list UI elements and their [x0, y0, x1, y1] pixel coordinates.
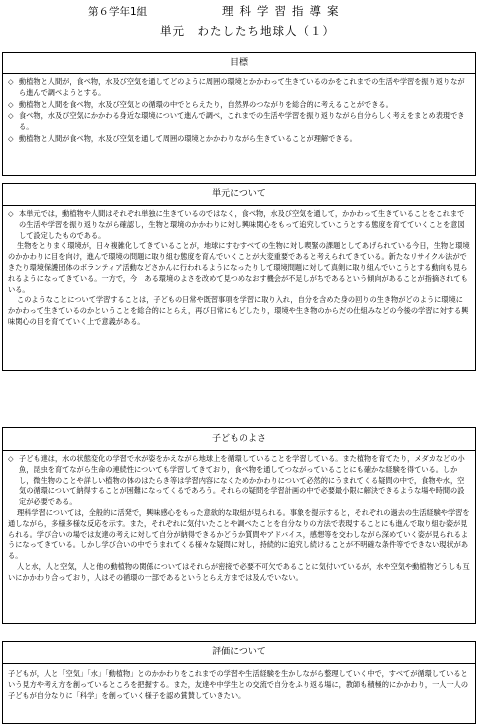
unit-title: 単元 わたしたち地球人（１）: [160, 24, 335, 38]
document-header: [0, 0, 478, 46]
goal-item: ◇ 動植物と人間を食べ物，水及び空気との循環の中でとらえたり，自然界のつながりを総合的に考えることができる。: [8, 99, 393, 109]
goal-item: ◇ 動植物と人間が，食べ物，水及び空気を通してどのように周囲の環境とかかわって生きているのかをこれまでの生活や学習を振り返りながら進んで調べようとする。: [8, 77, 465, 97]
goal-item: ◇ 食べ物，水及び空気にかかわる身近な環境について進んで調べ，これまでの生活や学習を振り返りながら自分らしく考えをまとめ表現できる。: [8, 111, 465, 132]
diamond-bullet-icon: ◇: [8, 133, 14, 143]
evaluation-heading: 評価について: [212, 647, 266, 657]
unit-about-body: [8, 209, 470, 328]
children-section: [2, 427, 476, 624]
diamond-bullet-icon: ◇: [8, 454, 14, 463]
diamond-bullet-icon: ◇: [8, 77, 14, 86]
evaluation-section: [2, 641, 476, 724]
goals-list: [8, 77, 470, 146]
unit-about-paragraph: 生物をとりまく環境が，日々複雑化してきていることが，地球にすむすべての生物に対し喫緊の課題としてあげられている今日，生物と環境のかかわりに目を向け，進んで環境の問題に取り組む態度を育んでいくことが大変重要であると考えられてきている。新たなリサイクル法ができたり環境保護団体のボランティア活動などさかんに行われるようになったりして環境問題に対して真剣に取り組んでいこうとする動向も見られるようになってきている。一方で，今 ある環境のよさを改めて見つめなおす機会が不足しがちであるという傾向があることが指摘されてもいる。: [8, 241, 470, 294]
children-divider: [3, 450, 475, 451]
document-title: 理科学習指導案: [222, 4, 345, 18]
evaluation-divider: [3, 663, 475, 664]
children-paragraph: ◇ 子ども達は，水の状態変化の学習で水が姿をかえながら地球上を循環していることを学習している。また植物を育てたり，メダカなどの小魚，昆虫を育てながら生命の連続性についても学習してきており，食べ物を通してつながっていることにも確かな経験を得ている。しかし，微生物のことや詳しい植物の体のはたらき等は学習内容になくためかかわりについて必然的にうまれてくる疑問の中で，食物や水，空気の循環について納得することが困難になってくるであろう。それらの疑問を学習計画の中で必要最小限に解決できるような場や時間の設定が必要である。: [8, 454, 465, 507]
children-paragraph: 理科学習については，全般的に活発で，興味感心をもった意欲的な取組が見られる。事象を提示すると，それぞれの過去の生活経験や学習を通しながら，多様多様な反応を示す。また，それぞれに気付いたことや調べたことを自分なりの方法で表現することにも進んで取り組む姿が見られる。学び合いの場では友達の考えに対して自分が納得できるかどうか質問やアドバイス，感想等を交わしながら深めていく姿が見られるようになってきている。しかし学び合いの中でうまれてくる様々な疑問に対し，持続的に追究し続けることが不明確な条件等でできない現状がある。: [8, 507, 470, 561]
goals-heading: 目標: [229, 58, 248, 68]
goal-item: ◇ 動植物と人間が食べ物，水及び空気を通して周囲の環境とかかわりながら生きていることが理解できる。: [8, 133, 357, 143]
evaluation-paragraph: 子どもが，人と「空気」「水」「動植物」とのかかわりをこれまでの学習や生活経験を生かしながら整理していく中で，すべてが循環しているという見方や考え方を創っているところを把握する。また，友達や中学生との交流で自分をふり返る場に，教師も積極的にかかわり，一人一人の子どもが自分なりに「科学」を創っていく様子を認め賞賛していきたい。: [8, 669, 469, 700]
class-grade: 第６学年1組: [88, 6, 148, 18]
goals-divider: [3, 73, 475, 74]
evaluation-body: [8, 669, 470, 701]
unit-about-heading: 単元について: [212, 189, 266, 199]
unit-about-divider: [3, 205, 475, 206]
children-paragraph: 人と水，人と空気，人と他の動植物の関係についてはそれらが密接で必要不可欠であることに気付いているが，水や空気や動植物どうしも互いにかかわり合っており，人はその循環の一部であるというとらえ方までは及んでいない。: [8, 561, 470, 582]
diamond-bullet-icon: ◇: [8, 209, 14, 218]
goals-section: [2, 52, 476, 176]
diamond-bullet-icon: ◇: [8, 111, 14, 121]
children-body: [8, 454, 470, 584]
children-heading: 子どものよさ: [211, 434, 266, 444]
unit-about-paragraph: ◇ 本単元では，動植物や人間はそれぞれ単独に生きているのではなく，食べ物，水及び空気を通して，かかわって生きていることをこれまでの生活や学習を振り返りながら確認し，生物と環境のかかわりに対し興味関心をもって追究していこうとする態度を育てていくことを意図して設定したものである。: [8, 209, 465, 240]
diamond-bullet-icon: ◇: [8, 99, 14, 109]
unit-about-paragraph: このようなことについて学習することは，子どもの日常や既習事項を学習に取り入れ，自分を含めた身の回りの生き物がどのように環境にかかわって生きているのかということを総合的にとらえ，再び日常にもどしたり，環境や生き物のからだの仕組みなどの今後の学習に対する興味関心の目を育てていく上で意義がある。: [8, 295, 469, 326]
unit-about-section: [2, 183, 476, 371]
